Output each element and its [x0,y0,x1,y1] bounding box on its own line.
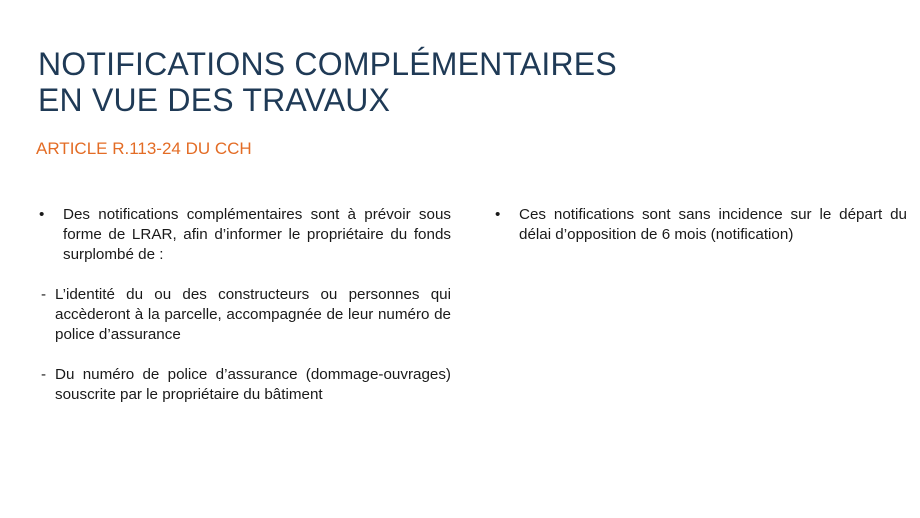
bullet-text: Des notifications complémentaires sont à prévoir sous forme de LRAR, afin d’informer le propriétaire du fonds surplombé de : [63,206,451,263]
bullet-icon: • [39,206,45,223]
bullet-item-incidence [494,205,907,245]
bullet-item-notifications [38,205,451,265]
slide-subtitle: ARTICLE R.113-24 DU CCH [36,139,252,158]
bullet-text: Ces notifications sont sans incidence sur le départ du délai d’opposition de 6 mois (notification) [519,206,907,243]
dash-icon: - [41,286,47,303]
slide-title [38,46,617,118]
dash-item-police-assurance [38,365,451,405]
right-text-column [494,205,907,245]
bullet-icon: • [495,206,501,223]
dash-item-identite [38,285,451,345]
dash-item-text: L’identité du ou des constructeurs ou personnes qui accèderont à la parcelle, accompagnée de leur numéro de police d’assurance [55,286,451,343]
dash-icon: - [41,366,47,383]
slide-title-line-1: NOTIFICATIONS COMPLÉMENTAIRES [38,46,617,82]
slide-title-line-2: EN VUE DES TRAVAUX [38,82,391,118]
left-text-column [38,205,451,405]
dash-item-text: Du numéro de police d’assurance (dommage-ouvrages) souscrite par le propriétaire du bâtiment [55,366,451,403]
